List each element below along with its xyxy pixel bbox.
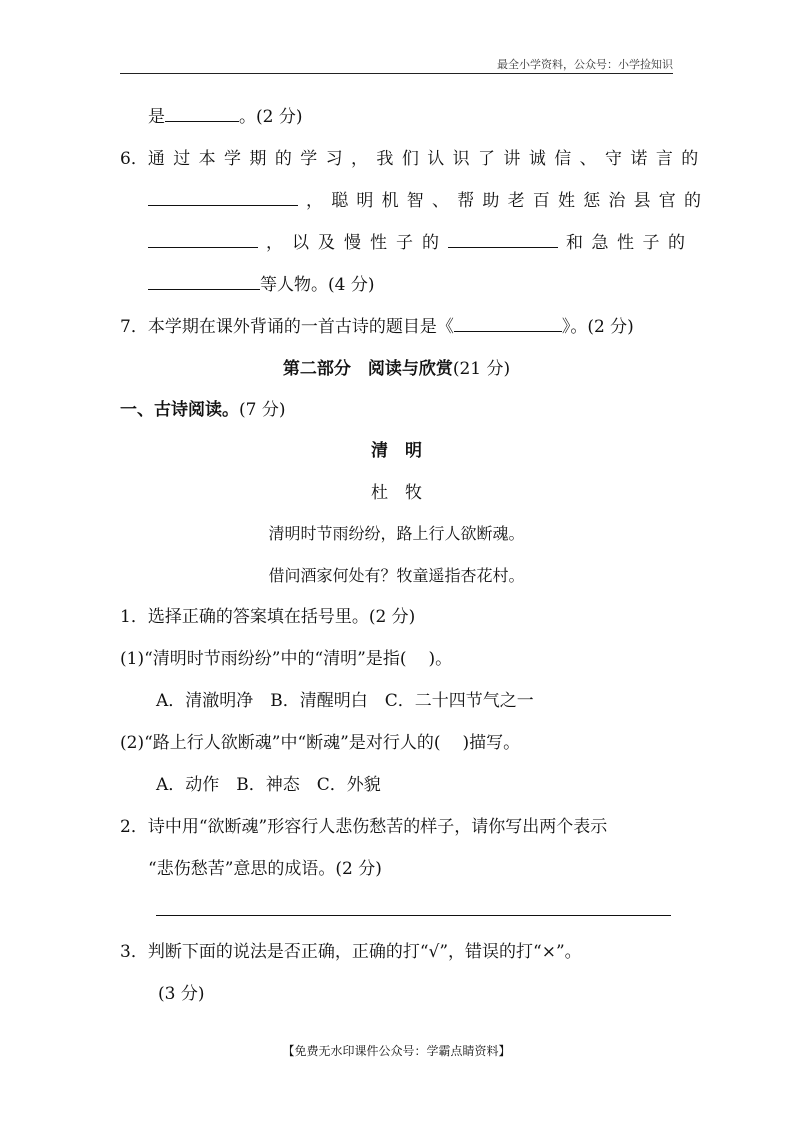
q6-text-line3-mid: ，以及慢性子的 [266, 233, 448, 253]
q6-text-line1: 通过本学期的学习，我们认识了讲诚信、守诺言的 [147, 149, 707, 169]
section1-title: 一、古诗阅读。 [120, 400, 239, 420]
q6-number: 6． [120, 149, 148, 169]
q1-1-options: A．清澈明净 B．清醒明白 C．二十四节气之一 [156, 691, 534, 711]
q1-2-line [120, 731, 520, 755]
q2-text-line1: 诗中用“欲断魂”形容行人悲伤愁苦的样子，请你写出两个表示 [147, 817, 608, 837]
answer-blank[interactable] [148, 189, 298, 206]
q5-suffix: 。(2 分) [239, 107, 303, 127]
q1-1-line [120, 647, 452, 671]
q1-line [120, 605, 415, 629]
q3-number: 3． [120, 942, 148, 962]
q6-line4 [148, 273, 374, 297]
section1-points: (7 分) [239, 400, 286, 420]
q7-line [120, 315, 634, 339]
answer-blank[interactable] [454, 315, 562, 332]
poem-line2: 借问酒家何处有？牧童遥指杏花村。 [268, 566, 525, 585]
q7-text-after: 》。(2 分) [561, 317, 634, 337]
q6-text-line4: 等人物。(4 分) [260, 275, 375, 295]
part2-title: 第二部分 阅读与欣赏 [282, 359, 453, 379]
q6-text-line3-end: 和急性子的 [566, 233, 694, 253]
q2-number: 2． [120, 817, 148, 837]
q5-prefix: 是 [148, 107, 165, 127]
q1-2-options: A．动作 B．神态 C．外貌 [156, 775, 381, 795]
q1-text: 选择正确的答案填在括号里。(2 分) [147, 607, 416, 627]
header-note: 最全小学资料，公众号：小学捡知识 [497, 58, 673, 71]
q3-text-line1: 判断下面的说法是否正确，正确的打“√”，错误的打“×”。 [147, 942, 582, 962]
q7-text-before: 本学期在课外背诵的一首古诗的题目是《 [147, 317, 454, 337]
poem-author: 杜 牧 [371, 483, 422, 503]
q7-number: 7． [120, 317, 148, 337]
answer-blank[interactable] [148, 273, 260, 290]
q1-2-text-after: )描写。 [462, 733, 521, 753]
part2-heading [0, 357, 793, 381]
q2-line1 [120, 815, 607, 839]
answer-blank[interactable] [165, 105, 239, 122]
q2-answer-line[interactable] [156, 915, 671, 916]
q6-line2 [148, 189, 709, 213]
q1-1-text-after: )。 [428, 649, 453, 669]
footer-note: 【免费无水印课件公众号：学霸点睛资料】 [282, 1044, 511, 1058]
header-rule [120, 73, 673, 74]
poem-title: 清 明 [371, 441, 422, 461]
q3-line1 [120, 940, 582, 964]
part2-points: (21 分) [452, 359, 511, 379]
q3-line2: (3 分) [158, 984, 205, 1004]
q1-2-text-before: (2)“路上行人欲断魂”中“断魂”是对行人的( [120, 733, 441, 753]
answer-blank[interactable] [148, 231, 258, 248]
q1-number: 1． [120, 607, 148, 627]
q1-1-text-before: (1)“清明时节雨纷纷”中的“清明”是指( [120, 649, 407, 669]
q2-line2: “悲伤愁苦”意思的成语。(2 分) [148, 859, 382, 879]
q6-line3 [148, 231, 694, 255]
answer-blank[interactable] [448, 231, 558, 248]
q6-text-line2: ，聪明机智、帮助老百姓惩治县官的 [306, 191, 710, 211]
q6-line1 [120, 147, 707, 171]
poem-line1: 清明时节雨纷纷，路上行人欲断魂。 [268, 524, 525, 543]
section1-heading [120, 398, 285, 422]
q5-tail [148, 105, 302, 129]
